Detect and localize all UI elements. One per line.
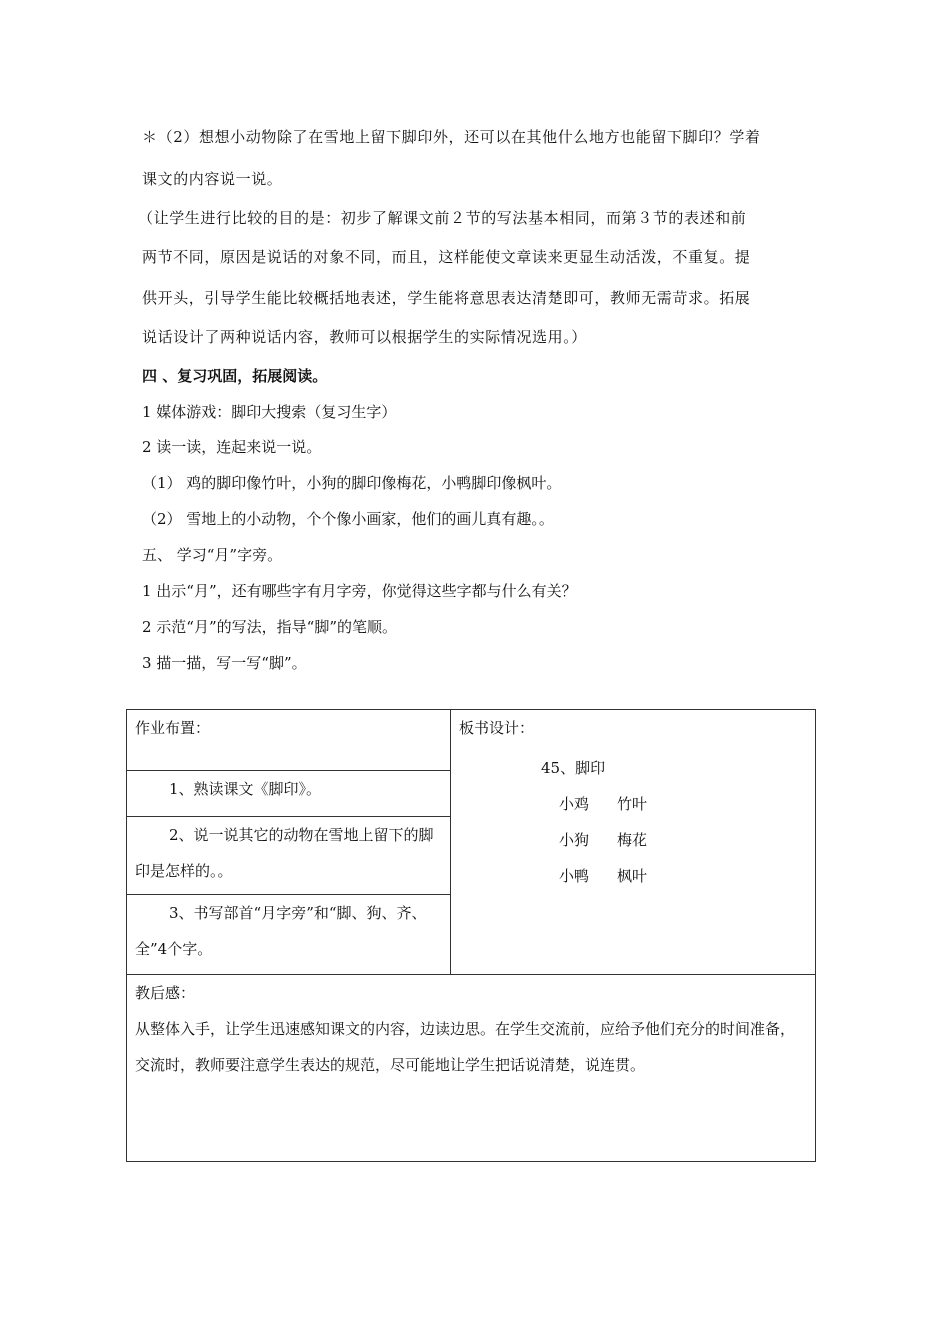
section4-heading: 四 、复习巩固，拓展阅读。 <box>142 367 328 385</box>
section4-item-4: （2） 雪地上的小动物，个个像小画家，他们的画儿真有趣。。 <box>142 510 554 528</box>
section5-item-3: 3 描一描，写一写“脚”。 <box>142 654 307 672</box>
section5-heading: 五、 学习“月”字旁。 <box>142 546 283 564</box>
reflection-cell <box>127 975 816 1162</box>
section4-item-1: 1 媒体游戏：脚印大搜索（复习生字） <box>142 403 397 421</box>
homework-item-2: 2、说一说其它的动物在雪地上留下的脚印是怎样的。。 <box>127 817 451 895</box>
board-animal: 小鸡 <box>559 795 590 813</box>
board-label: 板书设计： <box>459 719 535 737</box>
section4-item-3: （1） 鸡的脚印像竹叶，小狗的脚印像梅花，小鸭脚印像枫叶。 <box>142 474 562 492</box>
note-line-3: 供开头，引导学生能比较概括地表述，学生能将意思表达清楚即可，教师无需苛求。拓展 <box>142 289 751 307</box>
homework-label-cell <box>127 710 451 771</box>
item-star2-line2: 课文的内容说一说。 <box>142 170 283 188</box>
board-title: 45、脚印 <box>541 759 606 777</box>
section4-item-2: 2 读一读，连起来说一说。 <box>142 438 322 456</box>
board-row <box>459 786 807 822</box>
reflection-text: 从整体入手，让学生迅速感知课文的内容，边读边思。在学生交流前，应给予他们充分的时间准备，交流时，教师要注意学生表达的规范，尽可能地让学生把话说清楚，说连贯。 <box>135 1020 796 1074</box>
homework-label: 作业布置： <box>135 719 211 737</box>
reflection-label: 教后感： <box>135 984 196 1002</box>
section5-item-2: 2 示范“月”的写法，指导“脚”的笔顺。 <box>142 618 397 636</box>
board-row <box>459 822 807 858</box>
board-print: 竹叶 <box>617 795 648 813</box>
board-animal: 小狗 <box>559 831 590 849</box>
note-line-4: 说话设计了两种说话内容，教师可以根据学生的实际情况选用。） <box>142 328 587 346</box>
board-design-cell <box>451 710 816 975</box>
item-star2-line1: ＊（2）想想小动物除了在雪地上留下脚印外，还可以在其他什么地方也能留下脚印？学着 <box>142 128 761 146</box>
plan-table <box>126 709 816 1162</box>
board-animal: 小鸭 <box>559 867 590 885</box>
board-print: 枫叶 <box>617 867 648 885</box>
note-line-2: 两节不同，原因是说话的对象不同，而且，这样能使文章读来更显生动活泼，不重复。提 <box>142 248 751 266</box>
note-line-1: （让学生进行比较的目的是：初步了解课文前２节的写法基本相同，而第３节的表述和前 <box>138 209 747 227</box>
board-print: 梅花 <box>617 831 648 849</box>
board-row <box>459 858 807 894</box>
section5-item-1: 1 出示“月”，还有哪些字有月字旁，你觉得这些字都与什么有关？ <box>142 582 577 600</box>
homework-item-1: 1、熟读课文《脚印》。 <box>127 771 451 817</box>
homework-item-3: 3、书写部首“月字旁”和“脚、狗、齐、全”4个字。 <box>127 895 451 975</box>
